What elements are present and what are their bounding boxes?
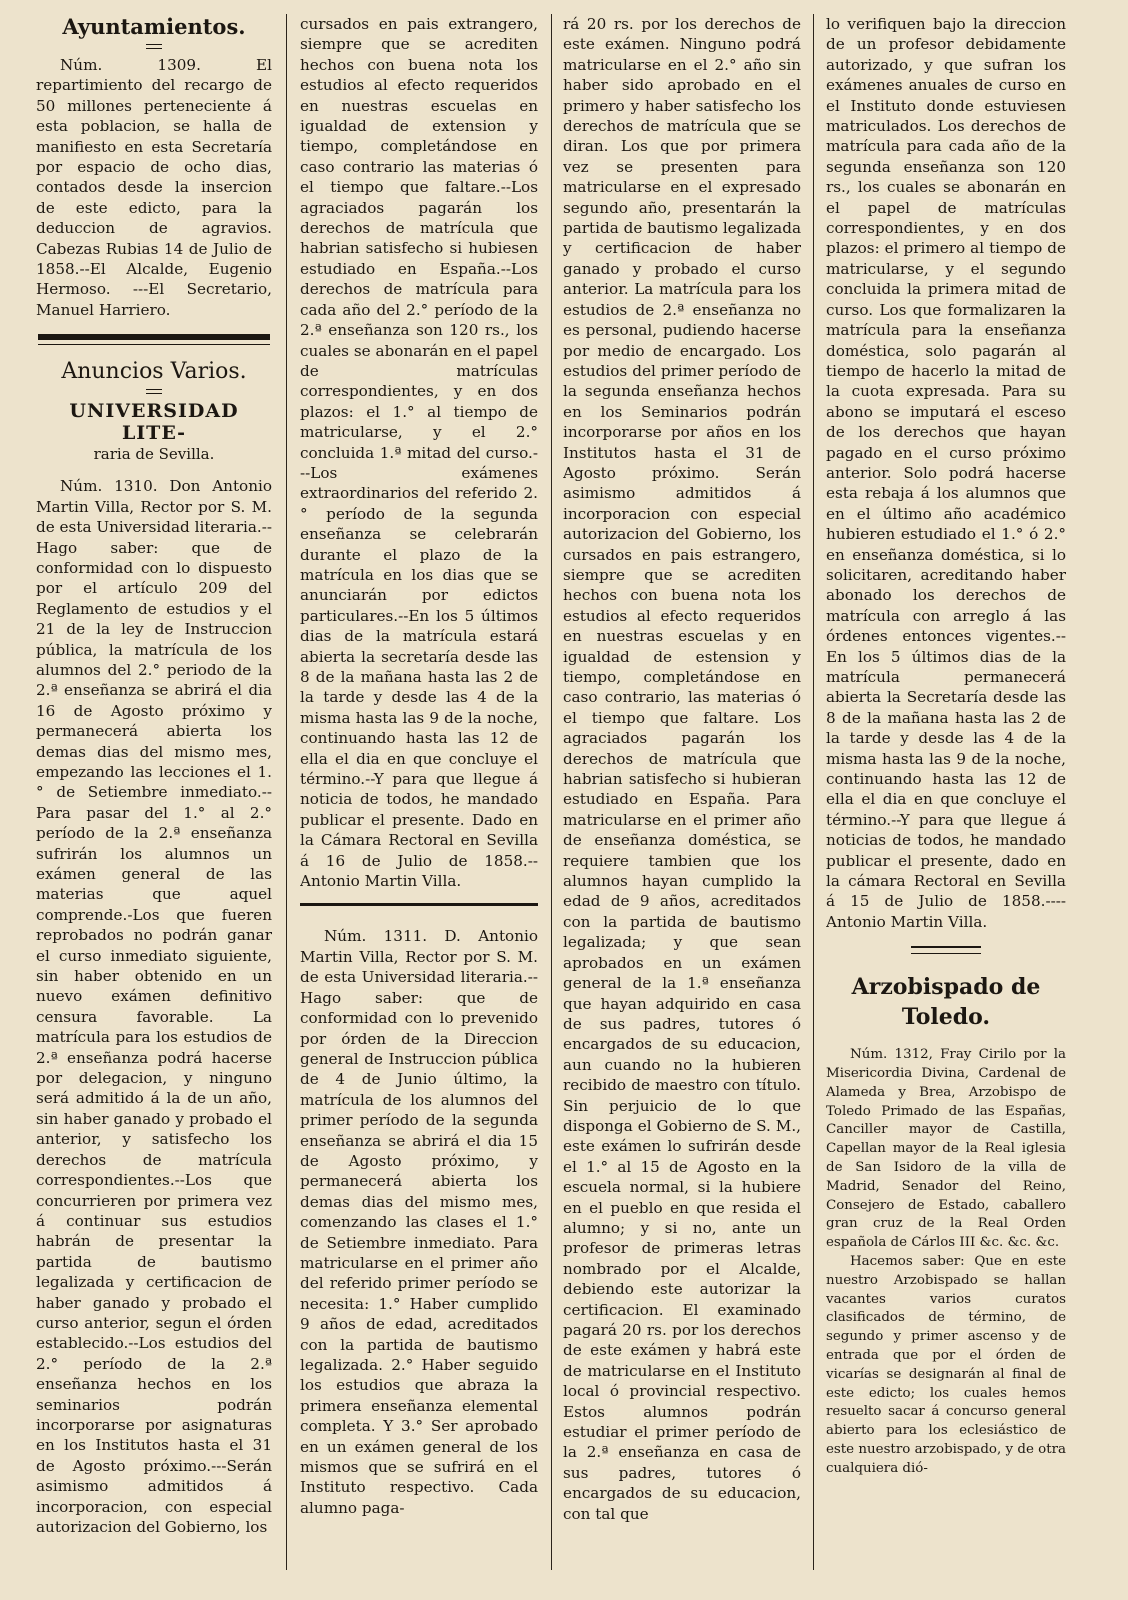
section-divider <box>38 334 270 340</box>
notice-1311-continued: rá 20 rs. por los derechos de este exámen. Ninguno podrá matricularse en el 2.° año sin haber sido aprobado en el primero y haber satisfecho los derechos de matrícula que se diran. Los que por primera vez se presenten para matricularse en el expresado segundo año, presentarán la partida de bautismo legalizada y certificacion de haber ganado y probado el curso anterior. La matrícula para los estudios de 2.ª enseñanza no es personal, pudiendo hacerse por medio de encargado. Los estudios del primer período de la segunda enseñanza hechos en los Seminarios podrán incorporarse por años en los Institutos hasta el 31 de Agosto próximo. Serán asimismo admitidos á incorporacion con especial autorizacion del Gobierno, los cursados en pais estrangero, siempre que se acrediten hechos con buena nota los estudios al efecto requeridos en nuestras escuelas y en igualdad de estension y tiempo, completándose en caso contrario, las materias ó el tiempo que faltare. Los agraciados pagarán los derechos de matrícula que habrian satisfecho si hubieran estudiado en España. Para matricularse en el primer año de enseñanza doméstica, se requiere tambien que los alumnos hayan cumplido la edad de 9 años, acreditados con la partida de bautismo legalizada; y que sean aprobados en un exámen general de la 1.ª enseñanza que hayan adquirido en casa de sus padres, tutores ó encargados de su educacion, aun cuando no la hubieren recibido de maestro con título. Sin perjuicio de lo que disponga el Gobierno de S. M., este exámen lo sufrirán desde el 1.° al 15 de Agosto en la escuela normal, si la hubiere en el pueblo en que resida el alumno; y si no, ante un profesor de primeras letras nombrado por el Alcalde, debiendo este autorizar la certificacion. El examinado pagará 20 rs. por los derechos de este exámen y habrá este de matricularse en el Instituto local ó provincial respectivo. Estos alumnos podrán estudiar el primer período de la 2.ª enseñanza en casa de sus padres, tutores ó encargados de su educacion, con tal que <box>563 15 801 1523</box>
notice-1312-body: Hacemos saber: Que en este nuestro Arzobispado se hallan vacantes varios curatos clasificados de término, de segundo y primer ascenso y de entrada que por el órden de vicarías se designarán al final de este edicto; los cuales hemos resuelto sacar á concurso general abierto para los eclesiástico de este nuestro arzobispado, y de otra cualquiera dió- <box>826 1254 1066 1476</box>
column-4 <box>826 14 1066 1570</box>
notice-divider <box>300 903 538 906</box>
notice-1310: Núm. 1310. Don Antonio Martin Villa, Rector por S. M. de esta Universidad literaria.--Hago saber: que de conformidad con lo dispuesto por el artículo 209 del Reglamento de estudios y el 21 de la ley de Instruccion pública, la matrícula de los alumnos del 2.° periodo de la 2.ª enseñanza se abrirá el dia 16 de Agosto próximo y permanecerá abierta los demas dias del mismo mes, empezando las lecciones el 1.° de Setiembre inmediato.--Para pasar del 1.° al 2.° período de la 2.ª enseñanza sufrirán los alumnos un exámen general de las materias que aquel comprende.-Los que fueren reprobados no podrán ganar el curso inmediato siguiente, sin haber obtenido en un nuevo exámen definitivo censura favorable. La matrícula para los estudios de 2.ª enseñanza podrá hacerse por delegacion, y ninguno será admitido á la de un año, sin haber ganado y probado el anterior, y satisfecho los derechos de matrícula correspondientes.--Los que concurrieren por primera vez á continuar sus estudios habrán de presentar la partida de bautismo legalizada y certificacion de haber ganado y probado el curso anterior, segun el órden establecido.--Los estudios del 2.° período de la 2.ª enseñanza hechos en los seminarios podrán incorporarse por asignaturas en los Institutos hasta el 31 de Agosto próximo.---Serán asimismo admitidos á incorporacion, con especial autorizacion del Gobierno, los <box>36 477 272 1536</box>
section-title-anuncios: Anuncios Varios. <box>61 359 247 385</box>
university-heading: UNIVERSIDAD LITE- <box>69 400 239 445</box>
notice-1310-continued: cursados en pais extrangero, siempre que se acrediten hechos con buena nota los estudios al efecto requeridos en nuestras escuelas en igualdad de extension y tiempo, completándose en caso contrario las materias ó el tiempo que faltare.--Los agraciados pagarán los derechos de matrícula que habrian satisfecho si hubiesen estudiado en España.--Los derechos de matrícula para cada año del 2.° período de la 2.ª enseñanza son 120 rs., los cuales se abonarán en el papel de matrículas correspondientes, y en dos plazos: el 1.° al tiempo de matricularse, y el 2.° concluida 1.ª mitad del curso.---Los exámenes extraordinarios del referido 2.° período de la segunda enseñanza se celebrarán durante el plazo de la matrícula en los dias que se anunciarán por edictos particulares.--En los 5 últimos dias de la matrícula estará abierta la secretaría desde las 8 de la mañana hasta las 2 de la tarde y desde las 4 de la misma hasta las 9 de la noche, continuando hasta las 12 de ella el dia en que concluye el término.--Y para que llegue á noticia de todos, he mandado publicar el presente. Dado en la Cámara Rectoral en Sevilla á 16 de Julio de 1858.--Antonio Martin Villa. <box>300 15 538 891</box>
column-rule <box>813 14 814 1570</box>
spacer <box>826 1034 1066 1046</box>
section-title-arzobispado: Arzobispado de Toledo. <box>851 974 1041 1031</box>
notice-1311: Núm. 1311. D. Antonio Martin Villa, Rector por S. M. de esta Universidad literaria.--Hago saber: que de conformidad con lo prevenido por órden de la Direccion general de Instruccion pública de 4 de Junio último, la matrícula de los alumnos del primer período de la segunda enseñanza se abrirá el dia 15 de Agosto próximo, y permanecerá abierta los demas dias del mismo mes, comenzando las clases el 1.° de Setiembre inmediato. Para matricularse en el primer año del referido primer período se necesita: 1.° Haber cumplido 9 años de edad, acreditados con la partida de bautismo legalizada. 2.° Haber seguido los estudios que abraza la primera enseñanza elemental completa. Y 3.° Ser aprobado en un exámen general de los mismos que se sufrirá en el Instituto respectivo. Cada alumno paga- <box>300 927 538 1517</box>
notice-1311-end: lo verifiquen bajo la direccion de un profesor debidamente autorizado, y que sufran los exámenes anuales de curso en el Instituto donde estuviesen matriculados. Los derechos de matrícula para cada año de la segunda enseñanza son 120 rs., los cuales se abonarán en el papel de matrículas correspondientes, y en dos plazos: el primero al tiempo de matricularse, y el segundo concluida la primera mitad de curso. Los que formalizaren la matrícula para la enseñanza doméstica, solo pagarán al tiempo de hacerlo la mitad de la cuota expresada. Para su abono se imputará el esceso de los derechos que hayan pagado en el curso próximo anterior. Solo podrá hacerse esta rebaja á los alumnos que en el último año académico hubieren estudiado el 1.° ó 2.° en enseñanza doméstica, si lo solicitaren, acreditando haber abonado los derechos de matrícula con arreglo á las órdenes entonces vigentes.--En los 5 últimos dias de la matrícula permanecerá abierta la Secretaría desde las 8 de la mañana hasta las 2 de la tarde y desde las 4 de la misma hasta las 9 de la noche, continuando hasta las 12 de ella el dia en que concluye el término.--Y para que llegue á noticias de todos, he mandado publicar el presente, dado en la cámara Rectoral en Sevilla á 15 de Julio de 1858.----Antonio Martin Villa. <box>826 15 1066 931</box>
column-rule <box>551 14 552 1570</box>
ornament-dash <box>146 389 162 394</box>
notice-1312: Núm. 1312, Fray Cirilo por la Misericordia Divina, Cardenal de Alameda y Brea, Arzobispo de Toledo Primado de las Españas, Canciller mayor de Castilla, Capellan mayor de la Real iglesia de San Isidoro de la villa de Madrid, Senador del Reino, Consejero de Estado, caballero gran cruz de la Real Orden española de Cárlos III &c. &c. &c. <box>826 1047 1066 1251</box>
section-divider-short <box>911 946 981 954</box>
section-title-ayuntamientos: Ayuntamientos. <box>62 14 246 39</box>
column-1 <box>36 14 272 1570</box>
university-subheading: raria de Sevilla. <box>93 445 215 464</box>
ornament-dash <box>146 44 162 49</box>
column-2 <box>300 14 538 1570</box>
column-3 <box>563 14 801 1570</box>
column-rule <box>286 14 287 1570</box>
notice-1309: Núm. 1309. El repartimiento del recargo de 50 millones perteneciente á esta poblacion, se halla de manifiesto en esta Secretaría por espacio de ocho dias, contados desde la insercion de este edicto, para la deduccion de agravios. Cabezas Rubias 14 de Julio de 1858.--El Alcalde, Eugenio Hermoso. ---El Secretario, Manuel Harriero. <box>36 56 272 319</box>
section-divider-thin <box>38 344 270 345</box>
